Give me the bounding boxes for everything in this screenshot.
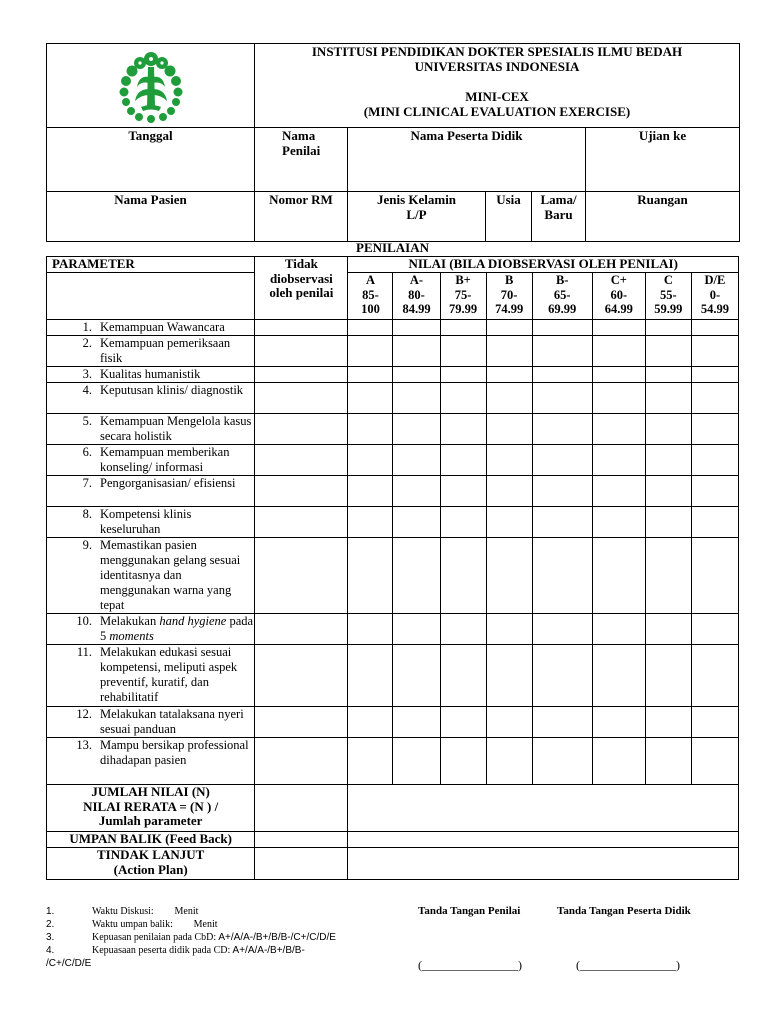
footer-item-4-cont: /C+/C/D/E [46, 958, 92, 969]
grade-cell[interactable] [592, 336, 645, 367]
tidak-diobservasi-cell[interactable] [255, 614, 348, 645]
parameter-number: 7. [82, 476, 92, 490]
grade-cell[interactable] [645, 445, 691, 476]
jumlah-nilai-cell[interactable] [348, 785, 739, 832]
grade-cell[interactable] [691, 538, 738, 614]
grade-cell[interactable] [486, 336, 532, 367]
grade-range: 85-100 [361, 287, 380, 316]
sign-peserta-line[interactable]: (________________) [576, 958, 680, 972]
umpan-balik-label: UMPAN BALIK (Feed Back) [47, 832, 255, 848]
grade-cell[interactable] [691, 738, 738, 785]
parameter-number: 11. [76, 645, 92, 659]
grade-cell[interactable] [440, 614, 486, 645]
table-row [47, 383, 739, 414]
grade-cell[interactable] [393, 476, 440, 507]
parameter-text: Memastikan pasien menggunakan gelang sesuai identitasnya dan menggunakan warna yang tepat [100, 538, 241, 612]
sign-penilai-label: Tanda Tangan Penilai [418, 905, 521, 917]
grade-range: 75-79.99 [449, 287, 478, 316]
grade-cell[interactable] [645, 507, 691, 538]
tindak-lanjut-cell[interactable] [348, 848, 739, 880]
footer-item-2: 2. Waktu umpan balik: Menit [46, 919, 218, 930]
grade-cell[interactable] [532, 445, 592, 476]
tidak-diobservasi-cell[interactable] [255, 645, 348, 707]
parameter-text: Kemampuan Wawancara [100, 320, 225, 334]
lama-baru-field[interactable]: Lama/ Baru [532, 192, 586, 242]
grade-cell[interactable] [691, 445, 738, 476]
grade-cell[interactable] [691, 614, 738, 645]
grade-cell[interactable] [486, 645, 532, 707]
grade-cell[interactable] [440, 383, 486, 414]
grade-range: 80-84.99 [402, 287, 431, 316]
grade-cell[interactable] [592, 707, 645, 738]
grade-cell[interactable] [440, 414, 486, 445]
grade-letter: A- [409, 273, 424, 287]
header-table [46, 43, 740, 242]
jumlah-nilai-text: JUMLAH NILAI (N) [91, 784, 210, 799]
nilai-rerata-text: NILAI RERATA = (N ) / Jumlah parameter [83, 798, 219, 828]
tindak-lanjut-tidak-cell[interactable] [255, 848, 348, 880]
grade-cell[interactable] [393, 507, 440, 538]
grade-cell[interactable] [348, 414, 393, 445]
parameter-label [47, 614, 255, 645]
jenis-kelamin-field[interactable]: Jenis Kelamin L/P [348, 192, 486, 242]
footer-item-3: 3. Kepuasan penilaian pada CbD: A+/A/A-/B+/B/B-/C+/C/D/E [46, 932, 336, 943]
grade-range: 55-59.99 [654, 287, 683, 316]
grade-cell[interactable] [645, 383, 691, 414]
grade-cell[interactable] [393, 336, 440, 367]
grade-cell[interactable] [348, 614, 393, 645]
grade-cell[interactable] [691, 383, 738, 414]
parameter-label [47, 538, 255, 614]
grade-cell[interactable] [393, 614, 440, 645]
tidak-diobservasi-cell[interactable] [255, 538, 348, 614]
grade-cell[interactable] [348, 320, 393, 336]
grade-cell[interactable] [691, 367, 738, 383]
footer-notes [46, 905, 446, 970]
parameter-text: Keputusan klinis/ diagnostik [100, 383, 244, 397]
parameter-label [47, 707, 255, 738]
tanggal-field[interactable]: Tanggal [47, 128, 255, 192]
grade-cell[interactable] [393, 320, 440, 336]
grade-cell[interactable] [348, 336, 393, 367]
grade-letter: B [504, 273, 514, 287]
parameter-number: 8. [82, 507, 92, 521]
grade-cell[interactable] [486, 414, 532, 445]
sign-penilai-line[interactable]: (________________) [418, 958, 522, 972]
grade-cell[interactable] [348, 538, 393, 614]
grade-cell[interactable] [348, 645, 393, 707]
grade-range: 65-69.99 [548, 287, 577, 316]
jumlah-tidak-cell[interactable] [255, 785, 348, 832]
grade-cell[interactable] [440, 538, 486, 614]
grade-header-6 [645, 273, 691, 320]
grade-range: 60-64.99 [604, 287, 633, 316]
grade-cell[interactable] [532, 320, 592, 336]
parameter-number: 9. [82, 538, 92, 552]
parameter-header: PARAMETER [47, 257, 255, 273]
tidak-diobservasi-header: Tidak diobservasi oleh penilai [255, 257, 348, 320]
grade-cell[interactable] [486, 367, 532, 383]
grade-cell[interactable] [348, 445, 393, 476]
grade-cell[interactable] [645, 320, 691, 336]
parameter-number: 1. [82, 320, 92, 334]
table-row [47, 645, 739, 707]
grade-cell[interactable] [486, 538, 532, 614]
table-row [47, 707, 739, 738]
sign-peserta-label: Tanda Tangan Peserta Didik [557, 905, 691, 917]
tindak-lanjut-label: TINDAK LANJUT (Action Plan) [47, 848, 255, 880]
grade-range: 70-74.99 [495, 287, 524, 316]
table-row [47, 414, 739, 445]
grade-cell[interactable] [592, 320, 645, 336]
parameter-label [47, 507, 255, 538]
grade-cell[interactable] [532, 645, 592, 707]
umpan-balik-tidak-cell[interactable] [255, 832, 348, 848]
table-row [47, 320, 739, 336]
table-row [47, 367, 739, 383]
parameter-number: 6. [82, 445, 92, 459]
grade-cell[interactable] [645, 336, 691, 367]
grade-cell[interactable] [645, 614, 691, 645]
university-logo [111, 47, 191, 127]
logo-cell [47, 44, 255, 128]
grade-letter: A [365, 273, 375, 287]
grade-cell[interactable] [393, 538, 440, 614]
grade-cell[interactable] [486, 738, 532, 785]
tidak-diobservasi-cell[interactable] [255, 507, 348, 538]
grade-cell[interactable] [440, 320, 486, 336]
grade-cell[interactable] [645, 707, 691, 738]
grade-letter: B- [555, 273, 569, 287]
grade-cell[interactable] [440, 336, 486, 367]
table-row [47, 614, 739, 645]
table-row [47, 507, 739, 538]
grade-header-0 [348, 273, 393, 320]
grade-cell[interactable] [393, 383, 440, 414]
parameter-number: 3. [82, 367, 92, 381]
grade-cell[interactable] [486, 476, 532, 507]
table-row [47, 738, 739, 785]
grade-letter: C+ [610, 273, 627, 287]
tidak-diobservasi-cell[interactable] [255, 367, 348, 383]
tidak-diobservasi-cell[interactable] [255, 383, 348, 414]
grade-cell[interactable] [645, 738, 691, 785]
grading-table [46, 256, 739, 880]
grade-cell[interactable] [691, 414, 738, 445]
parameter-text: Kemampuan memberikan konseling/ informasi [100, 445, 230, 474]
parameter-label [47, 336, 255, 367]
grade-cell[interactable] [592, 738, 645, 785]
grade-cell[interactable] [532, 707, 592, 738]
grade-letter: B+ [455, 273, 471, 287]
institution-line1: INSTITUSI PENDIDIKAN DOKTER SPESIALIS ILMU BEDAH [311, 44, 683, 59]
grade-cell[interactable] [440, 476, 486, 507]
table-row [47, 476, 739, 507]
tidak-diobservasi-cell[interactable] [255, 738, 348, 785]
tidak-diobservasi-cell[interactable] [255, 336, 348, 367]
grade-cell[interactable] [592, 645, 645, 707]
form-title: MINI-CEX [465, 89, 529, 104]
footer-num: 1. [46, 906, 55, 917]
grade-cell[interactable] [532, 538, 592, 614]
parameter-text-part: hand hygiene [159, 614, 227, 628]
parameter-header-blank [47, 273, 255, 320]
footer-item-4: 4. Kepuasaan peserta didik pada CD: A+/A/A-/B+/B/B- [46, 945, 305, 956]
ujian-ke-field[interactable]: Ujian ke [586, 128, 740, 192]
grade-cell[interactable] [440, 445, 486, 476]
parameter-text: Kemampuan pemeriksaan fisik [100, 336, 231, 365]
nilai-header: NILAI (BILA DIOBSERVASI OLEH PENILAI) [348, 257, 739, 273]
grade-header-2 [440, 273, 486, 320]
nama-penilai-field[interactable]: Nama Penilai [255, 128, 348, 192]
parameter-number: 13. [76, 738, 92, 752]
parameter-text: Melakukan tatalaksana nyeri sesuai panduan [100, 707, 244, 736]
parameter-text: Melakukan edukasi sesuai kompetensi, meliputi aspek preventif, kuratif, dan rehabilitatif [100, 645, 238, 704]
parameter-text: Kemampuan Mengelola kasus secara holistik [100, 414, 252, 443]
grade-cell[interactable] [691, 336, 738, 367]
parameter-number: 5. [82, 414, 92, 428]
grade-cell[interactable] [532, 476, 592, 507]
grade-header-5 [592, 273, 645, 320]
grade-cell[interactable] [486, 445, 532, 476]
grade-cell[interactable] [348, 707, 393, 738]
grade-cell[interactable] [592, 383, 645, 414]
grade-cell[interactable] [440, 707, 486, 738]
grade-cell[interactable] [645, 645, 691, 707]
table-row [47, 336, 739, 367]
grade-cell[interactable] [645, 367, 691, 383]
grade-letter: C [663, 273, 673, 287]
parameter-rows [47, 320, 739, 785]
table-row [47, 538, 739, 614]
parameter-number: 2. [82, 336, 92, 350]
grade-cell[interactable] [393, 645, 440, 707]
grade-cell[interactable] [691, 645, 738, 707]
grade-cell[interactable] [440, 507, 486, 538]
parameter-label [47, 476, 255, 507]
parameter-text-part: Melakukan [100, 614, 160, 628]
grade-cell[interactable] [691, 707, 738, 738]
institution-line2: UNIVERSITAS INDONESIA [414, 59, 580, 74]
grade-cell[interactable] [592, 538, 645, 614]
grade-cell[interactable] [486, 320, 532, 336]
tidak-diobservasi-cell[interactable] [255, 445, 348, 476]
grade-cell[interactable] [532, 367, 592, 383]
tidak-diobservasi-cell[interactable] [255, 414, 348, 445]
grade-cell[interactable] [691, 507, 738, 538]
parameter-number: 4. [82, 383, 92, 397]
parameter-label [47, 367, 255, 383]
grade-header-3 [486, 273, 532, 320]
nama-peserta-field[interactable]: Nama Peserta Didik [348, 128, 586, 192]
grade-cell[interactable] [348, 383, 393, 414]
grade-header-1 [393, 273, 440, 320]
table-row [47, 445, 739, 476]
tidak-diobservasi-cell[interactable] [255, 707, 348, 738]
grade-cell[interactable] [393, 367, 440, 383]
grade-letter: D/E [704, 273, 726, 287]
grade-cell[interactable] [486, 383, 532, 414]
grade-cell[interactable] [592, 507, 645, 538]
parameter-text-part: moments [109, 629, 154, 643]
grade-cell[interactable] [532, 614, 592, 645]
parameter-number: 12. [76, 707, 92, 721]
grade-cell[interactable] [532, 336, 592, 367]
ruangan-field[interactable]: Ruangan [586, 192, 740, 242]
parameter-label [47, 645, 255, 707]
parameter-label [47, 414, 255, 445]
grade-cell[interactable] [486, 707, 532, 738]
grade-cell[interactable] [532, 414, 592, 445]
grade-cell[interactable] [393, 738, 440, 785]
parameter-text-part: pada 5 [100, 614, 254, 643]
form-subtitle: (MINI CLINICAL EVALUATION EXERCISE) [363, 104, 631, 119]
parameter-label [47, 738, 255, 785]
grade-cell[interactable] [691, 476, 738, 507]
nomor-rm-field[interactable]: Nomor RM [255, 192, 348, 242]
grade-cell[interactable] [440, 367, 486, 383]
grade-cell[interactable] [393, 445, 440, 476]
grade-header-7 [691, 273, 738, 320]
grade-cell[interactable] [645, 476, 691, 507]
umpan-balik-cell[interactable] [348, 832, 739, 848]
tidak-diobservasi-cell[interactable] [255, 476, 348, 507]
parameter-text [100, 614, 253, 644]
grade-cell[interactable] [592, 445, 645, 476]
grade-cell[interactable] [486, 507, 532, 538]
grade-cell[interactable] [440, 645, 486, 707]
grade-cell[interactable] [348, 507, 393, 538]
parameter-text: Mampu bersikap professional dihadapan pasien [100, 738, 249, 767]
grade-cell[interactable] [592, 367, 645, 383]
grade-cell[interactable] [645, 414, 691, 445]
jumlah-nilai-label [47, 785, 255, 832]
footer-item-1: 1. Waktu Diskusi: Menit [46, 906, 199, 917]
grade-cell[interactable] [348, 367, 393, 383]
parameter-label [47, 445, 255, 476]
grade-cell[interactable] [348, 738, 393, 785]
parameter-label [47, 320, 255, 336]
grade-cell[interactable] [592, 614, 645, 645]
grade-cell[interactable] [348, 476, 393, 507]
grade-cell[interactable] [440, 738, 486, 785]
grade-header-4 [532, 273, 592, 320]
grade-cell[interactable] [532, 507, 592, 538]
grade-cell[interactable] [645, 538, 691, 614]
parameter-text: Kualitas humanistik [100, 367, 201, 381]
parameter-text: Kompetensi klinis keseluruhan [100, 507, 192, 536]
parameter-text: Pengorganisasian/ efisiensi [100, 476, 236, 490]
parameter-number: 10. [76, 614, 92, 628]
parameter-label [47, 383, 255, 414]
grade-cell[interactable] [393, 707, 440, 738]
grade-range: 0-54.99 [700, 287, 729, 316]
tidak-diobservasi-cell[interactable] [255, 320, 348, 336]
grade-cell[interactable] [592, 476, 645, 507]
nama-pasien-field[interactable]: Nama Pasien [47, 192, 255, 242]
grade-cell[interactable] [592, 414, 645, 445]
grade-cell[interactable] [691, 320, 738, 336]
grade-cell[interactable] [486, 614, 532, 645]
penilaian-title: PENILAIAN [356, 240, 429, 255]
grade-cell[interactable] [532, 738, 592, 785]
title-cell [255, 44, 740, 128]
usia-field[interactable]: Usia [486, 192, 532, 242]
grade-cell[interactable] [532, 383, 592, 414]
grade-cell[interactable] [393, 414, 440, 445]
